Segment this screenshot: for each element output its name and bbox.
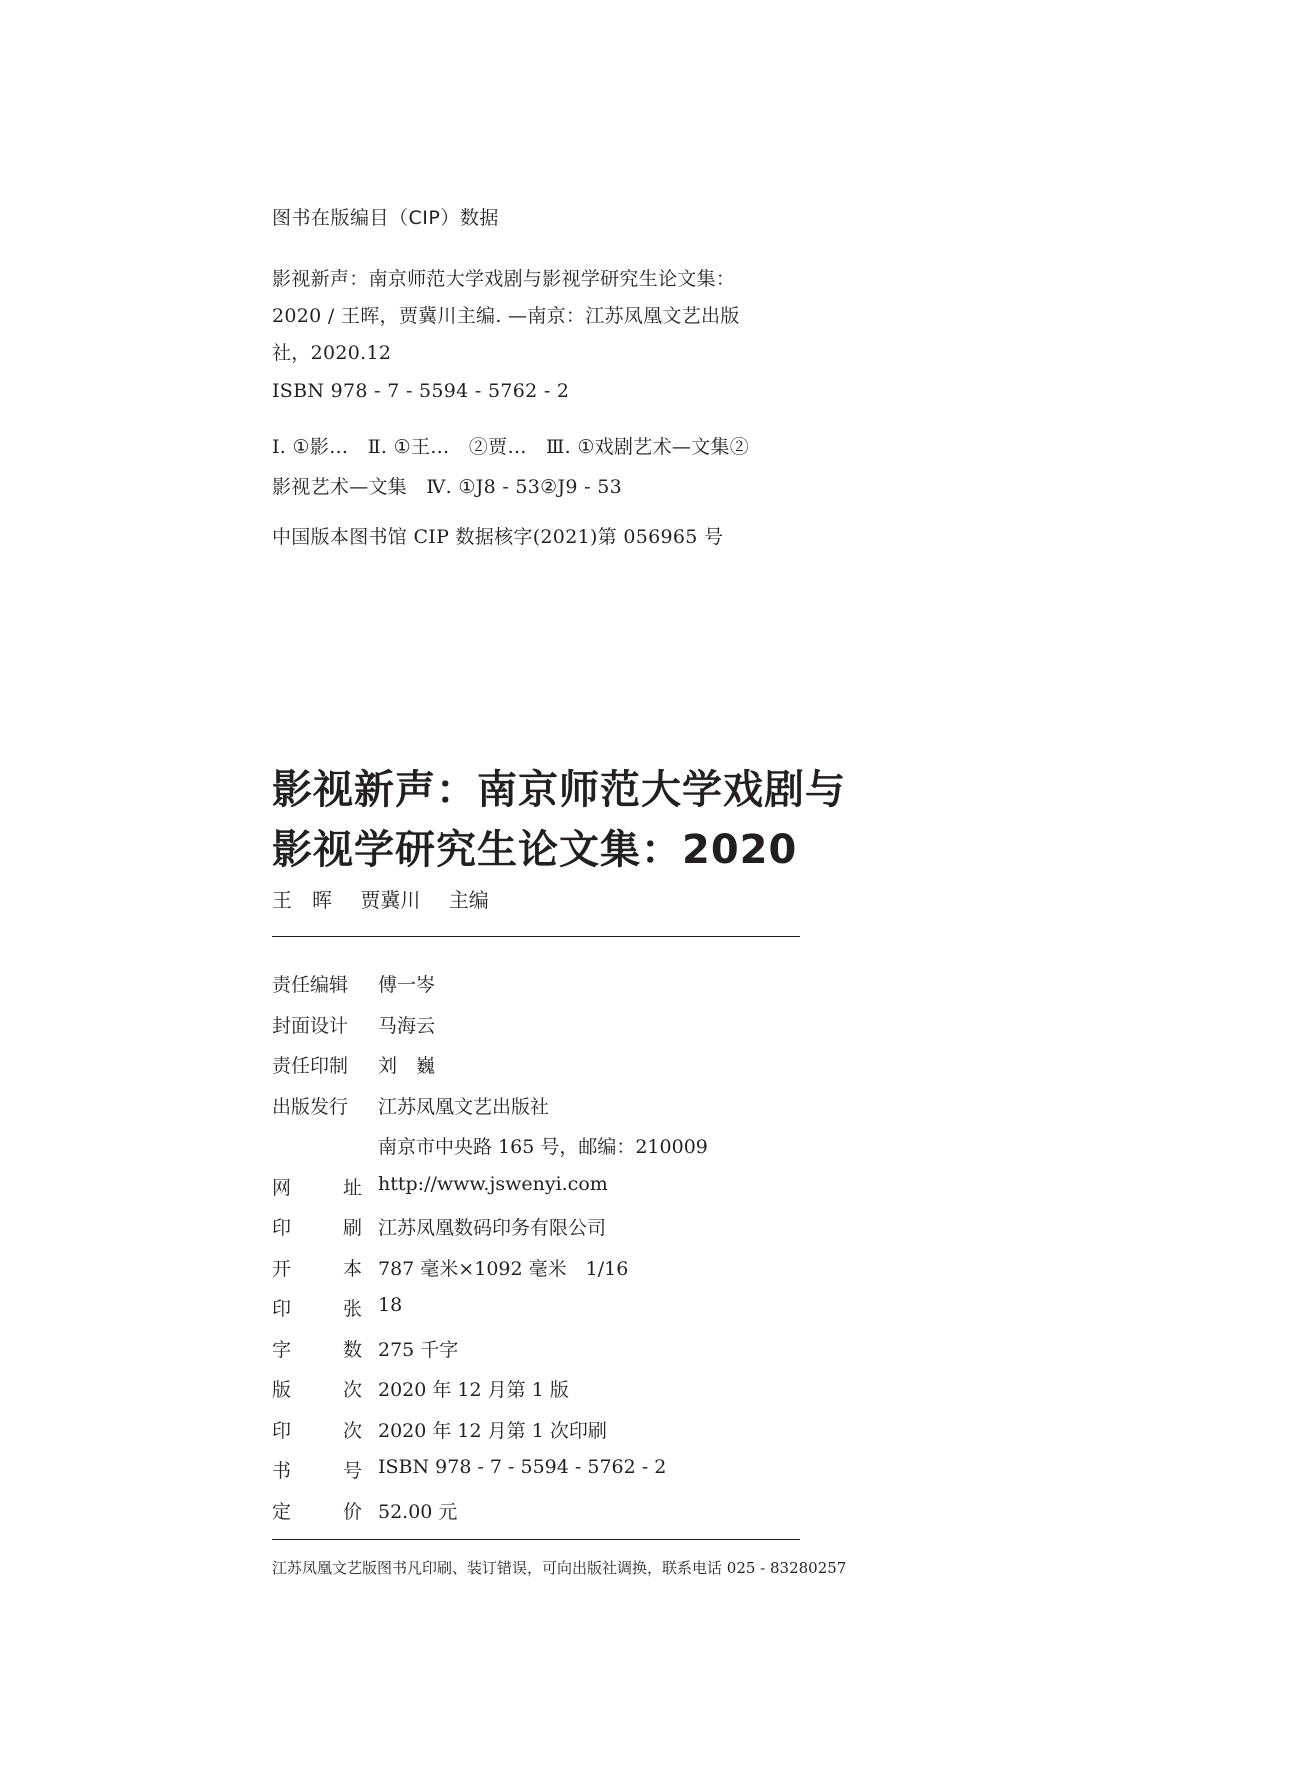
info-label <box>272 1173 362 1200</box>
cip-heading: 图书在版编目（CIP）数据 <box>272 207 499 229</box>
book-title-line-2: 影视学研究生论文集：2020 <box>272 827 798 873</box>
info-value: 傅一岑 <box>378 974 436 996</box>
info-label <box>272 1375 362 1402</box>
info-label-char: 本 <box>342 1257 362 1280</box>
info-value: 江苏凤凰文艺出版社 <box>378 1095 550 1118</box>
info-label-char: 版 <box>272 1379 292 1401</box>
book-title-line-1: 影视新声：南京师范大学戏剧与 <box>272 767 846 813</box>
info-label: 封面设计 <box>272 1014 349 1037</box>
info-label-char: 张 <box>342 1298 362 1320</box>
cip-line: ISBN 978 - 7 - 5594 - 5762 - 2 <box>272 380 570 402</box>
info-label-char: 次 <box>342 1379 362 1401</box>
info-label: 出版发行 <box>272 1095 349 1118</box>
info-label <box>272 1254 362 1281</box>
info-value: 2020 年 12 月第 1 版 <box>378 1379 569 1401</box>
editor-role: 主编 <box>448 888 489 912</box>
cip-line: 影视艺术—文集 Ⅳ. ①J8 - 53②J9 - 53 <box>272 476 622 498</box>
info-value: 787 毫米×1092 毫米 1/16 <box>378 1257 629 1280</box>
info-label-char: 价 <box>342 1500 362 1523</box>
info-label-char: 印 <box>272 1298 292 1320</box>
info-label <box>272 1416 362 1443</box>
footer-note: 江苏凤凰文艺版图书凡印刷、装订错误，可向出版社调换，联系电话 025 - 83280257 <box>272 1559 847 1577</box>
info-value: 南京市中央路 165 号，邮编：210009 <box>378 1136 708 1158</box>
info-label-char: 址 <box>342 1176 362 1199</box>
divider-top <box>272 936 800 937</box>
divider-bottom <box>272 1539 800 1540</box>
info-label-char: 字 <box>272 1338 292 1361</box>
info-label <box>272 1335 362 1362</box>
info-value: 275 千字 <box>378 1338 459 1361</box>
info-label <box>272 1497 362 1524</box>
info-label-char: 次 <box>342 1419 362 1442</box>
info-label-char: 定 <box>272 1500 292 1523</box>
editors-line <box>272 884 511 913</box>
info-label: 责任编辑 <box>272 974 349 996</box>
info-label-char: 数 <box>342 1338 362 1361</box>
editor-name: 王 晖 <box>272 888 332 912</box>
info-label-char: 网 <box>272 1176 292 1199</box>
info-value: 马海云 <box>378 1014 436 1037</box>
info-label-char: 号 <box>342 1460 362 1482</box>
info-value: 52.00 元 <box>378 1500 458 1523</box>
cip-line: 中国版本图书馆 CIP 数据核字(2021)第 056965 号 <box>272 526 724 548</box>
cip-line: Ⅰ. ①影… Ⅱ. ①王… ②贾… Ⅲ. ①戏剧艺术—文集② <box>272 436 750 458</box>
info-label-char: 刷 <box>342 1217 362 1239</box>
editor-name: 贾冀川 <box>360 888 421 912</box>
info-label-char: 开 <box>272 1257 292 1280</box>
cip-line: 社，2020.12 <box>272 342 392 364</box>
info-value: 刘 巍 <box>378 1055 436 1077</box>
info-label-char: 印 <box>272 1217 292 1239</box>
info-value: ISBN 978 - 7 - 5594 - 5762 - 2 <box>378 1456 667 1478</box>
info-label <box>272 1456 362 1483</box>
info-label <box>272 1213 362 1240</box>
info-label: 责任印制 <box>272 1055 349 1077</box>
info-label-char: 印 <box>272 1419 292 1442</box>
cip-line: 2020 / 王晖，贾冀川主编. —南京：江苏凤凰文艺出版 <box>272 305 740 327</box>
info-value: 18 <box>378 1294 403 1316</box>
info-label-char: 书 <box>272 1460 292 1482</box>
info-value: http://www.jswenyi.com <box>378 1172 608 1195</box>
info-label <box>272 1294 362 1321</box>
info-value: 2020 年 12 月第 1 次印刷 <box>378 1419 607 1442</box>
info-value: 江苏凤凰数码印务有限公司 <box>378 1217 607 1239</box>
cip-line: 影视新声：南京师范大学戏剧与影视学研究生论文集： <box>272 268 736 290</box>
